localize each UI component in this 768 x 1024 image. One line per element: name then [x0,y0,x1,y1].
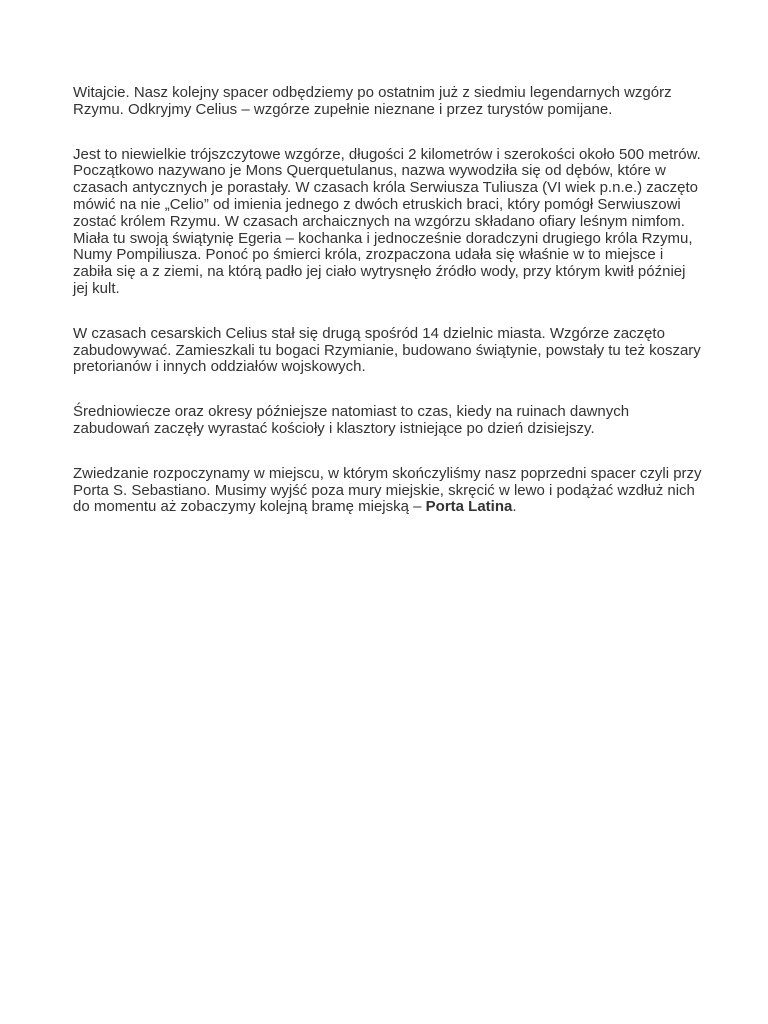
tour-start-suffix: . [512,498,517,516]
tour-start-text: Zwiedzanie rozpoczynamy w miejscu, w którym skończyliśmy nasz poprzedni spacer czyli przy Porta S. Sebastiano. Musimy wyjść poza mury miejskie, skręcić w lewo i podążać wzdłuż nich do momentu aż zobaczymy kolejną bramę miejską – [73,464,702,516]
paragraph-tour-start [73,466,703,516]
paragraph-medieval-era: Średniowiecze oraz okresy późniejsze natomiast to czas, kiedy na ruinach dawnych zabudowań zaczęły wyrastać kościoły i klasztory istniejące po dzień dzisiejszy. [73,403,630,437]
paragraph-imperial-era: W czasach cesarskich Celius stał się drugą spośród 14 dzielnic miasta. Wzgórze zaczęto zabudowywać. Zamieszkali tu bogaci Rzymianie, budowano świątynie, powstały tu też koszary pretorianów i innych oddziałów wojskowych. [73,324,701,376]
document-body [73,85,703,544]
paragraph-intro: Witajcie. Nasz kolejny spacer odbędziemy po ostatnim już z siedmiu legendarnych wzgórz Rzymu. Odkryjmy Celius – wzgórze zupełnie nieznane i przez turystów pomijane. [73,84,672,118]
paragraph-description: Jest to niewielkie trójszczytowe wzgórze, długości 2 kilometrów i szerokości około 500 metrów. Początkowo nazywano je Mons Querquetulanus, nazwa wywodziła się od dębów, które w czasach antycznych je porastały. W czasach króla Serwiusza Tuliusza (VI wiek p.n.e.) zaczęto mówić na nie „Celio” od imienia jednego z dwóch etruskich braci, który pomógł Serwiuszowi zostać królem Rzymu. W czasach archaicznych na wzgórzu składano ofiary leśnym nimfom. Miała tu swoją świątynię Egeria – kochanka i jednocześnie doradczyni drugiego króla Rzymu, Numy Pompiliusza. Ponoć po śmierci króla, zrozpaczona udała się właśnie w to miejsce i zabiła się a z ziemi, na którą padło jej ciało wytrysnęło źródło wody, przy którym kwitł później jej kult. [73,145,701,297]
porta-latina-bold: Porta Latina [425,498,513,516]
